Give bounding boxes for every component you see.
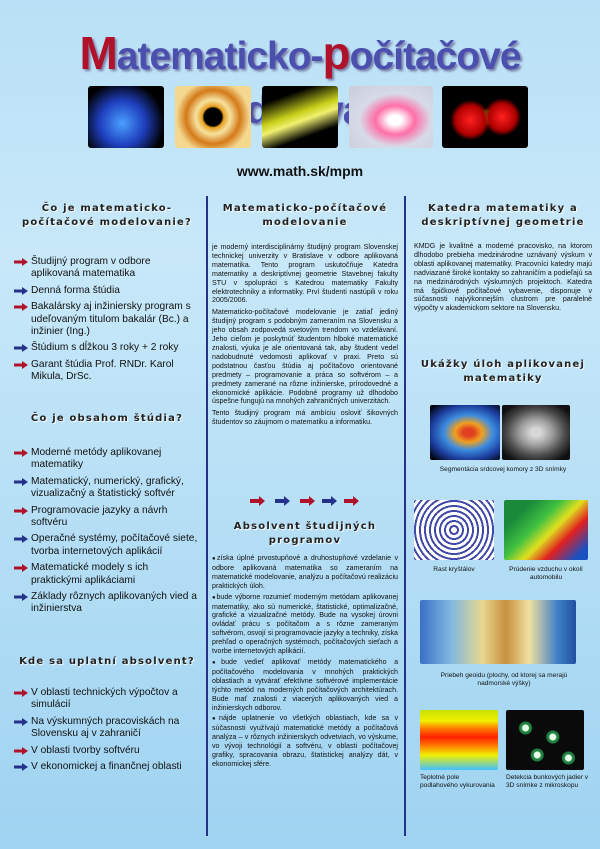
list-item-text: Garant štúdia Prof. RNDr. Karol Mikula, DrSc. (31, 358, 174, 383)
image-caption: Detekcia bunkových jadier v 3D snímke z mikroskopu (506, 774, 589, 789)
graduate-bullet: ● nájde uplatnenie vo všetkých oblastiach, kde sa v súčasnosti využívajú matematické metódy a počítačová analýza – v rôznych inžinierskych odvetviach, vo výskume, vo vývoji technológií a softvéru, v oblasti počítačovej grafiky, spracovania obrazu, štatistickej analýzy dát, v ekonomickej sfére. (212, 714, 398, 768)
arrow-icon (14, 344, 28, 352)
bunny-mesh-image (349, 86, 433, 148)
title-part: atematicko- (116, 35, 323, 78)
list-item-text: Denná forma štúdia (31, 284, 120, 296)
list-item-text: Na výskumných pracoviskách na Slovensku aj v zahraničí (31, 715, 180, 740)
image-caption: Prúdenie vzduchu v okolí automobilu (509, 566, 583, 581)
list-item (14, 591, 200, 616)
intro-paragraph: Tento študijný program má ambíciu osloviť šikovných študentov so záujmom o matematiku a informatiku. (212, 409, 398, 427)
intro-paragraph: Matematicko-počítačové modelovanie je zatiaľ jediný študijný program s podobným zameraním na Slovensku a jeho obsah zodpovedá svetovým trendom vo vzdelávaní. Jeho cieľom je poskytnúť študentom hlboké matematické znalosti, výuka je ale orientovaná tak, aby študent vedel nadobudnuté vedomosti aplikovať v praxi. Preto sú podstatnou časťou štúdia aj počítačovo orientované predmety – programovanie a práca so softvérom – a predmety zamerané na rôzne inžinierske, prírodovedné a ekonomické aplikácie. Podobné programy už dlhodobo úspešne fungujú na mnohých zahraničných univerzitách. (212, 308, 398, 406)
list-item (14, 359, 200, 384)
content-list (14, 447, 200, 620)
arrow-icon (14, 361, 28, 369)
list-item-text: Operačné systémy, počítačové siete, tvorba internetových aplikácií (31, 533, 198, 557)
list-item (14, 256, 200, 281)
list-item-text: Študijný program v odbore aplikovaná matematika (31, 256, 151, 280)
arrow-row (250, 491, 360, 501)
intro-paragraph: je moderný interdisciplinárny študijný program Slovenskej technickej univerzity v Bratislave v odbore aplikovaná matematika. Tento program uskutočňuje Katedra matematiky a deskriptívnej geometrie Stavebnej fakulty STU v spolupráci s Katedrou matematiky Fakulty elektrotechniky a informatiky. Prví študenti nastúpili v roku 2005/2006. (212, 243, 398, 305)
list-item (14, 745, 200, 757)
image-caption: Priebeh geoidu (plochy, od ktorej sa merajú nadmorské výšky) (440, 672, 568, 687)
section-heading: Kde sa uplatní absolvent? (19, 656, 195, 667)
title-letter: p (322, 27, 350, 79)
list-item-text: Bakalársky aj inžiniersky program s udeľovaným titulom bakalár (Bc.) a inžinier (Ing.) (31, 301, 191, 338)
department-paragraph: KMDG je kvalitné a moderné pracovisko, na ktorom dlhodobo prebieha medzinárodne uznávaný výskum v oblasti aplikovanej matematiky. Pracovníci katedry majú nadviazané široké kontakty so zahraničím a podieľajú sa na medzinárodných výskumných projektoch. Katedra má špičkové počítačové vybavenie, disponuje v súčasnosti najvýkonnejším clustrom pre paralelné výpočty v akademickom sektore na Slovensku. (414, 242, 592, 313)
geoid-map-image (420, 600, 576, 664)
list-item-text: Moderné metódy aplikovanej matematiky (31, 447, 162, 471)
left-column (14, 190, 200, 840)
arrow-icon (14, 449, 28, 457)
image-caption: Teplotné pole podlahového vykurovania (420, 774, 495, 789)
arrow-icon (14, 535, 28, 543)
arrow-icon (14, 507, 28, 515)
list-item-text: Matematický, numerický, grafický, vizualizačný a štatistický softvér (31, 475, 184, 500)
program-list (14, 256, 200, 384)
list-item (14, 687, 200, 712)
image-caption: Rast kryštálov (433, 566, 475, 573)
arrow-icon (14, 303, 28, 311)
list-item-text: Programovacie jazyky a návrh softvéru (31, 504, 168, 529)
title-part: očítačové (349, 35, 521, 78)
arrow-row-icon (250, 496, 360, 506)
arrow-icon (14, 287, 28, 295)
arrow-icon (14, 763, 28, 771)
section-heading: Matematicko-počítačové modelovanie (222, 203, 388, 228)
section-heading: Absolvent študijných programov (233, 521, 377, 546)
arrow-icon (14, 593, 28, 601)
list-item-text: Štúdium s dĺžkou 3 roky + 2 roky (31, 342, 179, 354)
foot-mesh-image (88, 86, 164, 148)
graduate-list (212, 554, 398, 771)
fractal-image (175, 86, 251, 148)
cell-nuclei-image (506, 710, 584, 770)
heart-segmentation-image (430, 405, 500, 460)
graduate-bullet: ● bude výborne rozumieť moderným metódam aplikovanej matematiky, ako sú numerické, štatistické, optimalizačné, grafické a vizualizačné metódy. Bude na vysokej úrovni ovládať prácu s počítačom a s rôzne zameraným softvérom, osvojí si programovacie jazyky a techniky, získa prehľad o operačných systémoch, počítačových sieťach a tvorbe internetových aplikácií. (212, 593, 398, 656)
right-column (414, 190, 592, 840)
section-heading: Ukážky úloh aplikovanej matematiky (420, 359, 586, 384)
image-banner (88, 86, 528, 148)
graduate-bullet: ● získa úplné prvostupňové a druhostupňové vzdelanie v odbore aplikovaná matematika so zameraním na matematické modelovanie, analýzu a počítačovú realizáciu praktických úloh. (212, 554, 398, 591)
arrow-icon (14, 689, 28, 697)
cell-simulation-image (442, 86, 528, 148)
image-caption: Segmentácia srdcovej komory z 3D snímky (439, 466, 567, 473)
list-item (14, 342, 200, 354)
list-item (14, 285, 200, 297)
arrow-icon (14, 718, 28, 726)
graduate-bullet: ● bude vedieť aplikovať metódy matematického a počítačového modelovania v mnohých praktických oblastiach a vytvárať efektívne softvérové implementácie týchto metód na moderných počítačových architektúrach. Bude mať znalosti z viacerých aplikovaných vied a inžinierskych odborov. (212, 658, 398, 712)
list-item-text: V oblasti tvorby softvéru (31, 744, 140, 756)
arrow-icon (14, 564, 28, 572)
list-item (14, 301, 200, 338)
website-link[interactable]: www.math.sk/mpm (236, 163, 364, 179)
list-item (14, 761, 200, 773)
list-item (14, 562, 200, 587)
heart-3d-image (502, 405, 570, 460)
crystal-growth-image (414, 500, 494, 560)
section-heading: Katedra matematiky a deskriptívnej geometrie (421, 203, 585, 228)
list-item-text: Matematické modely s ich praktickými aplikáciami (31, 562, 149, 586)
arrow-icon (14, 478, 28, 486)
list-item (14, 476, 200, 501)
list-item-text: Základy rôznych aplikovaných vied a inžinierstva (31, 591, 197, 615)
list-item-text: V ekonomickej a finančnej oblasti (31, 761, 182, 773)
section-heading: Čo je matematicko-počítačové modelovanie? (21, 203, 193, 228)
list-item (14, 716, 200, 741)
list-item (14, 447, 200, 472)
list-item-text: V oblasti technických výpočtov a simulácií (31, 687, 178, 711)
floor-heating-image (420, 710, 498, 770)
title-letter: M (79, 27, 117, 79)
section-heading: Čo je obsahom štúdia? (30, 413, 184, 424)
column-divider (404, 196, 406, 836)
middle-column (212, 190, 398, 840)
list-item (14, 505, 200, 530)
arrow-icon (14, 747, 28, 755)
arrow-icon (14, 258, 28, 266)
column-divider (206, 196, 208, 836)
car-airflow-image (504, 500, 588, 560)
airplane-flow-image (262, 86, 338, 148)
list-item (14, 533, 200, 558)
career-list (14, 687, 200, 777)
